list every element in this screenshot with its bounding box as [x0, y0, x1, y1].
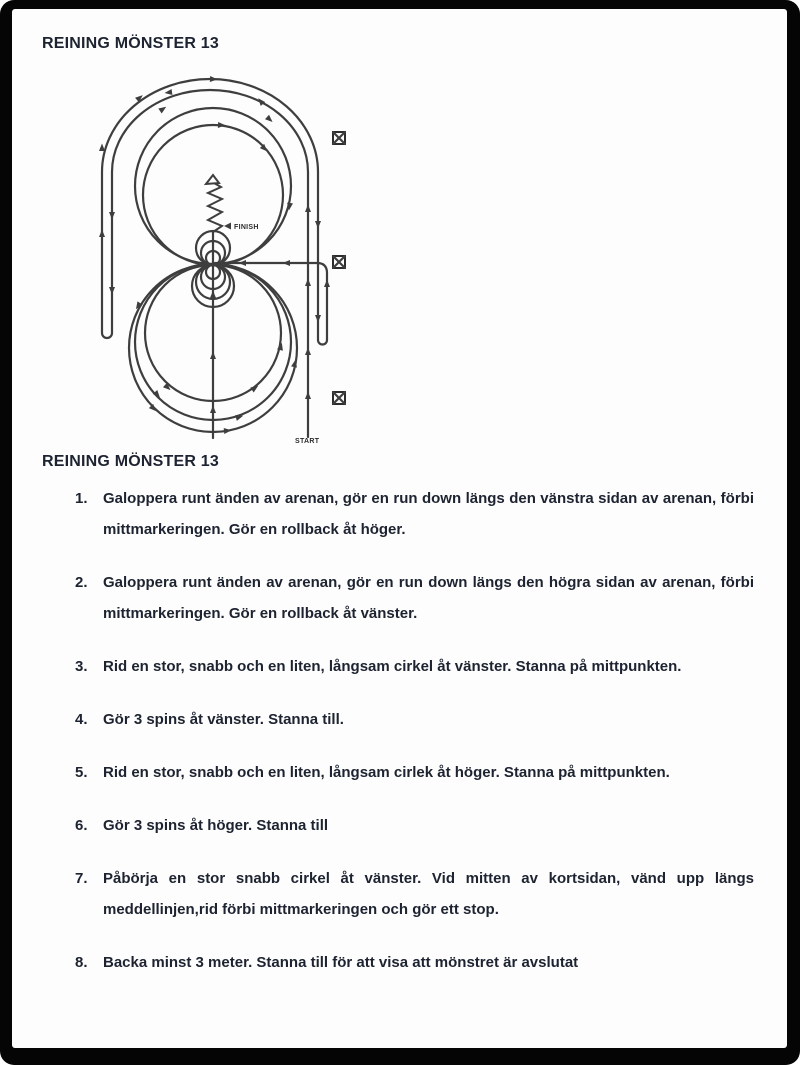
instruction-text: Rid en stor, snabb och en liten, långsam cirkel åt vänster. Stanna på mittpunkten.	[103, 658, 682, 675]
start-label: START	[295, 438, 320, 445]
instruction-number: 3.	[75, 658, 88, 675]
instruction-number: 4.	[75, 711, 88, 728]
instruction-list	[42, 483, 754, 1000]
instruction-number: 6.	[75, 817, 88, 834]
page-title: REINING MÖNSTER 13	[42, 35, 219, 52]
direction-arrows	[99, 76, 330, 434]
instruction-number: 5.	[75, 764, 88, 781]
instruction-item	[42, 567, 754, 629]
instruction-number: 2.	[75, 574, 88, 591]
arena-marker-middle	[333, 256, 345, 268]
finish-tick-icon	[224, 223, 231, 230]
instruction-item	[42, 810, 754, 841]
instruction-item	[42, 651, 754, 682]
instruction-text: Rid en stor, snabb och en liten, långsam cirlek åt höger. Stanna på mittpunkten.	[103, 764, 670, 781]
instruction-item	[42, 704, 754, 735]
arena-marker-top	[333, 132, 345, 144]
instruction-text: Galoppera runt änden av arenan, gör en run down längs den högra sidan av arenan, förbi mittmarkeringen. Gör en rollback åt vänster.	[103, 574, 754, 622]
instruction-number: 8.	[75, 954, 88, 971]
instruction-text: Gör 3 spins åt höger. Stanna till	[103, 817, 329, 834]
instruction-text: Backa minst 3 meter. Stanna till för att visa att mönstret är avslutat	[103, 954, 579, 971]
section-title: REINING MÖNSTER 13	[42, 453, 219, 470]
arena-marker-bottom	[333, 392, 345, 404]
instruction-text: Galoppera runt änden av arenan, gör en run down längs den vänstra sidan av arenan, förbi mittmarkeringen. Gör en rollback åt höger.	[103, 490, 754, 538]
document-page	[12, 9, 787, 1048]
backup-end-triangle	[206, 175, 219, 184]
finish-label: FINISH	[234, 224, 259, 231]
instruction-item	[42, 757, 754, 788]
instruction-number: 7.	[75, 870, 88, 887]
backup-zigzag	[208, 183, 222, 232]
instruction-item	[42, 483, 754, 545]
reining-pattern-diagram	[60, 70, 370, 455]
instruction-text: Påbörja en stor snabb cirkel åt vänster. Vid mitten av kortsidan, vänd upp längs meddellinjen,rid förbi mittmarkeringen och gör ett stop.	[103, 870, 754, 918]
instruction-item	[42, 947, 754, 978]
instruction-item	[42, 863, 754, 925]
instruction-number: 1.	[75, 490, 88, 507]
instruction-text: Gör 3 spins åt vänster. Stanna till.	[103, 711, 344, 728]
arena-markers	[333, 132, 345, 404]
